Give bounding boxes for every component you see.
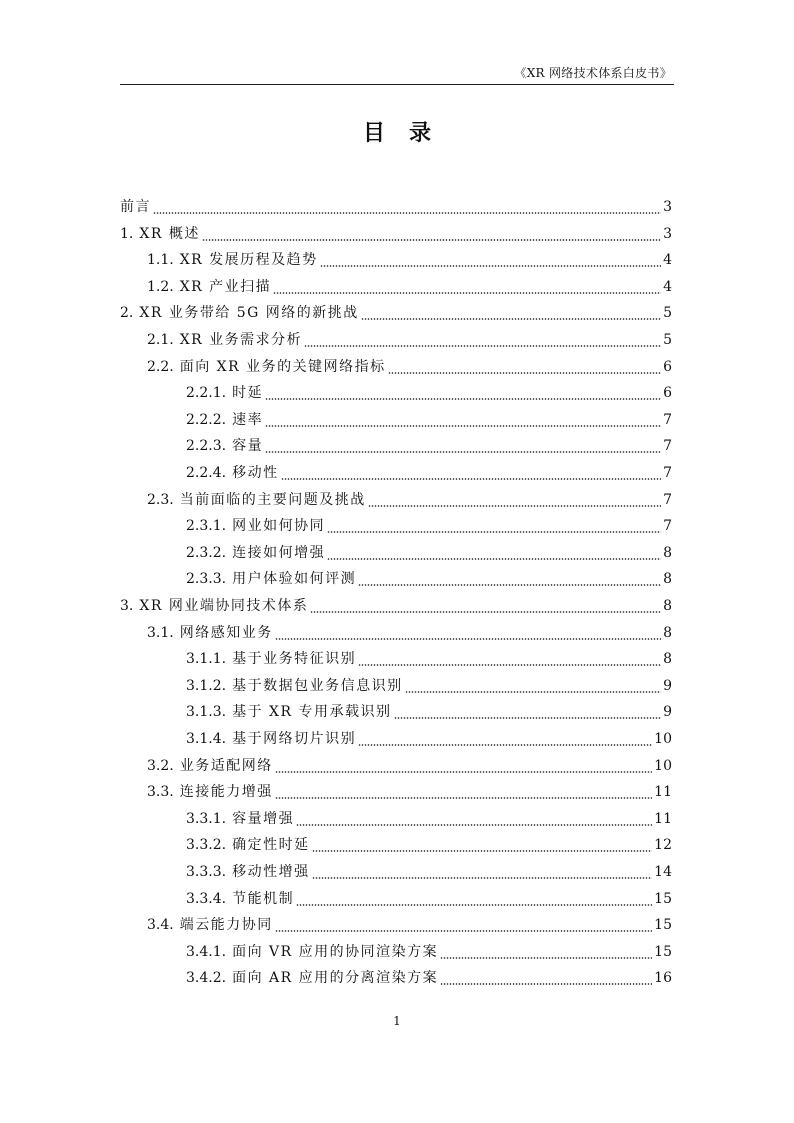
toc-entry-page: 7 (663, 491, 672, 508)
toc-entry-title: 速率 (232, 411, 264, 428)
toc-entry[interactable] (147, 274, 672, 300)
toc-entry-page: 16 (654, 970, 672, 987)
toc-entry-number: 2.2.3. (186, 438, 227, 455)
header-divider (120, 84, 674, 85)
toc-entry-title: 基于 XR 专用承载识别 (232, 704, 392, 721)
toc-entry-page: 14 (654, 864, 672, 880)
toc-dot-leader (327, 558, 661, 560)
toc-entry-page: 6 (663, 358, 672, 375)
toc-entry[interactable] (120, 221, 672, 247)
toc-dot-leader (275, 797, 652, 799)
toc-dot-leader (202, 239, 661, 241)
toc-entry-page: 7 (663, 411, 672, 428)
toc-entry-page: 11 (654, 810, 672, 827)
toc-entry[interactable] (186, 726, 672, 752)
toc-entry-title: 基于数据包业务信息识别 (232, 677, 403, 694)
toc-entry-title: 面向 VR 应用的协同渲染方案 (232, 943, 439, 960)
toc-entry-number: 3.4.1. (186, 943, 227, 960)
toc-entry[interactable] (147, 620, 672, 646)
toc-entry-page: 11 (654, 784, 672, 801)
toc-entry-number: 1. (120, 225, 134, 242)
toc-dot-leader (310, 611, 661, 613)
toc-entry-number: 3.1.3. (186, 704, 227, 721)
toc-entry-number: 3.4. (147, 917, 174, 934)
toc-entry-title: XR 业务带给 5G 网络的新挑战 (139, 305, 359, 322)
toc-entry-title: 连接能力增强 (179, 784, 273, 801)
toc-entry-page: 5 (663, 305, 672, 322)
toc-entry-title: 网业如何协同 (232, 518, 326, 535)
toc-entry[interactable] (186, 433, 672, 459)
toc-entry[interactable] (147, 912, 672, 938)
toc-entry-number: 2.3.1. (186, 518, 227, 535)
toc-entry[interactable] (186, 407, 672, 433)
toc-entry-page: 10 (654, 731, 672, 747)
toc-entry[interactable] (186, 513, 672, 539)
toc-dot-leader (281, 478, 662, 480)
toc-entry[interactable] (120, 593, 672, 619)
toc-entry-number: 2.1. (147, 332, 174, 348)
toc-entry-number: 2.3.3. (186, 571, 227, 588)
toc-entry-page: 4 (663, 278, 672, 295)
toc-entry-page: 10 (654, 757, 672, 774)
toc-dot-leader (275, 930, 652, 932)
toc-entry[interactable] (147, 487, 672, 513)
toc-entry-title: XR 产业扫描 (179, 278, 272, 295)
footer-page-number: 1 (393, 1014, 401, 1028)
toc-entry-number: 3.1.2. (186, 677, 227, 694)
toc-entry-title: 面向 AR 应用的分离渲染方案 (232, 970, 439, 987)
toc-dot-leader (304, 345, 661, 347)
toc-dot-leader (405, 691, 662, 693)
toc-entry-page: 9 (663, 704, 672, 721)
toc-entry-number: 2.2.4. (186, 465, 227, 481)
toc-entry[interactable] (186, 380, 672, 406)
toc-dot-leader (296, 824, 652, 826)
toc-entry-page: 8 (663, 544, 672, 561)
toc-entry-title: XR 网业端协同技术体系 (139, 598, 309, 614)
toc-entry-page: 5 (663, 332, 672, 348)
toc-entry-title: XR 概述 (139, 225, 200, 242)
toc-dot-leader (388, 372, 661, 374)
toc-entry-number: 1.1. (147, 252, 174, 269)
toc-entry-number: 3.3.2. (186, 837, 227, 854)
toc-dot-leader (296, 904, 652, 906)
toc-entry-page: 15 (654, 890, 672, 907)
toc-entry-number: 2.2.1. (186, 385, 227, 402)
toc-entry-page: 8 (663, 651, 672, 668)
toc-entry[interactable] (186, 965, 672, 991)
toc-entry-title: 当前面临的主要问题及挑战 (179, 491, 366, 508)
toc-entry-title: 容量增强 (232, 810, 295, 827)
toc-entry-number: 3.1.1. (186, 651, 227, 668)
toc-entry-title: 移动性 (232, 465, 279, 481)
toc-dot-leader (265, 425, 661, 427)
toc-entry[interactable] (186, 673, 672, 699)
toc-entry-page: 3 (663, 199, 672, 215)
toc-entry-title: 容量 (232, 438, 264, 455)
toc-entry-number: 3.3.4. (186, 890, 227, 907)
toc-entry-number: 2.2. (147, 358, 174, 375)
toc-entry[interactable] (147, 247, 672, 273)
toc-entry-title: 节能机制 (232, 890, 295, 907)
toc-entry-number: 3.3. (147, 784, 174, 801)
toc-entry-number: 3. (120, 598, 134, 614)
toc-entry-number: 3.2. (147, 757, 174, 774)
toc-dot-leader (440, 957, 652, 959)
toc-entry-title: 基于网络切片识别 (232, 731, 357, 747)
toc-dot-leader (265, 451, 661, 453)
toc-entry-page: 12 (654, 837, 672, 854)
toc-entry-title: 端云能力协同 (179, 917, 273, 934)
toc-entry-title: 面向 XR 业务的关键网络指标 (179, 358, 386, 375)
toc-entry[interactable] (147, 327, 672, 353)
toc-entry-page: 15 (654, 917, 672, 934)
toc-dot-leader (358, 744, 652, 746)
toc-entry-page: 4 (663, 252, 672, 269)
toc-entry-page: 6 (663, 385, 672, 402)
toc-entry-number: 2.3.2. (186, 544, 227, 561)
toc-dot-leader (358, 584, 661, 586)
toc-dot-leader (265, 398, 661, 400)
toc-entry-number: 3.3.1. (186, 810, 227, 827)
toc-entry-page: 7 (663, 518, 672, 535)
toc-entry-number: 1.2. (147, 278, 174, 295)
toc-entry-page: 7 (663, 465, 672, 481)
page-title: 目录 (362, 121, 455, 146)
toc-dot-leader (312, 850, 653, 852)
toc-entry-title: 网络感知业务 (179, 624, 273, 641)
toc-entry-title: XR 业务需求分析 (179, 332, 303, 348)
toc-entry-title: 业务适配网络 (179, 757, 273, 774)
toc-entry[interactable] (186, 699, 672, 725)
toc-entry-title: 用户体验如何评测 (232, 571, 357, 588)
toc-entry-number: 3.4.2. (186, 970, 227, 987)
toc-entry[interactable] (186, 566, 672, 592)
toc-entry[interactable] (147, 753, 672, 779)
toc-entry[interactable] (186, 460, 672, 486)
toc-dot-leader (394, 717, 662, 719)
toc-dot-leader (275, 638, 661, 640)
running-header: 《XR 网络技术体系白皮书》 (514, 66, 672, 80)
toc-entry-page: 8 (663, 624, 672, 641)
toc-entry-number: 2.3. (147, 491, 174, 508)
toc-entry-title: 基于业务特征识别 (232, 651, 357, 668)
toc-entry-title: 时延 (232, 385, 264, 402)
toc-entry-page: 8 (663, 598, 672, 614)
toc-entry[interactable] (147, 354, 672, 380)
toc-entry-page: 7 (663, 438, 672, 455)
toc-entry[interactable] (186, 832, 672, 858)
toc-entry-title: 前言 (120, 199, 151, 215)
toc-entry[interactable] (120, 300, 672, 326)
toc-dot-leader (312, 877, 653, 879)
toc-entry[interactable] (186, 806, 672, 832)
toc-entry-title: 确定性时延 (232, 837, 310, 854)
toc-dot-leader (327, 531, 661, 533)
toc-entry-number: 3.1.4. (186, 731, 227, 747)
toc-dot-leader (275, 771, 652, 773)
toc-dot-leader (320, 265, 661, 267)
toc-entry-page: 3 (663, 225, 672, 242)
toc-entry[interactable] (147, 779, 672, 805)
toc-entry-number: 3.1. (147, 624, 174, 641)
toc-entry-page: 8 (663, 571, 672, 588)
toc-entry-title: 连接如何增强 (232, 544, 326, 561)
toc-dot-leader (273, 292, 661, 294)
toc-entry[interactable] (186, 859, 672, 885)
toc-dot-leader (440, 983, 652, 985)
toc-entry-number: 3.3.3. (186, 864, 227, 880)
toc-entry-title: XR 发展历程及趋势 (179, 252, 318, 269)
toc-dot-leader (358, 664, 661, 666)
toc-dot-leader (368, 505, 661, 507)
toc-entry[interactable] (120, 194, 672, 220)
toc-entry[interactable] (186, 646, 672, 672)
toc-entry-page: 9 (663, 677, 672, 694)
toc-entry-page: 15 (654, 943, 672, 960)
toc-dot-leader (361, 318, 661, 320)
toc-entry[interactable] (186, 540, 672, 566)
toc-entry[interactable] (186, 886, 672, 912)
toc-entry-number: 2.2.2. (186, 411, 227, 428)
toc-dot-leader (153, 212, 661, 214)
toc-entry[interactable] (186, 939, 672, 965)
toc-entry-number: 2. (120, 305, 134, 322)
toc-entry-title: 移动性增强 (232, 864, 310, 880)
